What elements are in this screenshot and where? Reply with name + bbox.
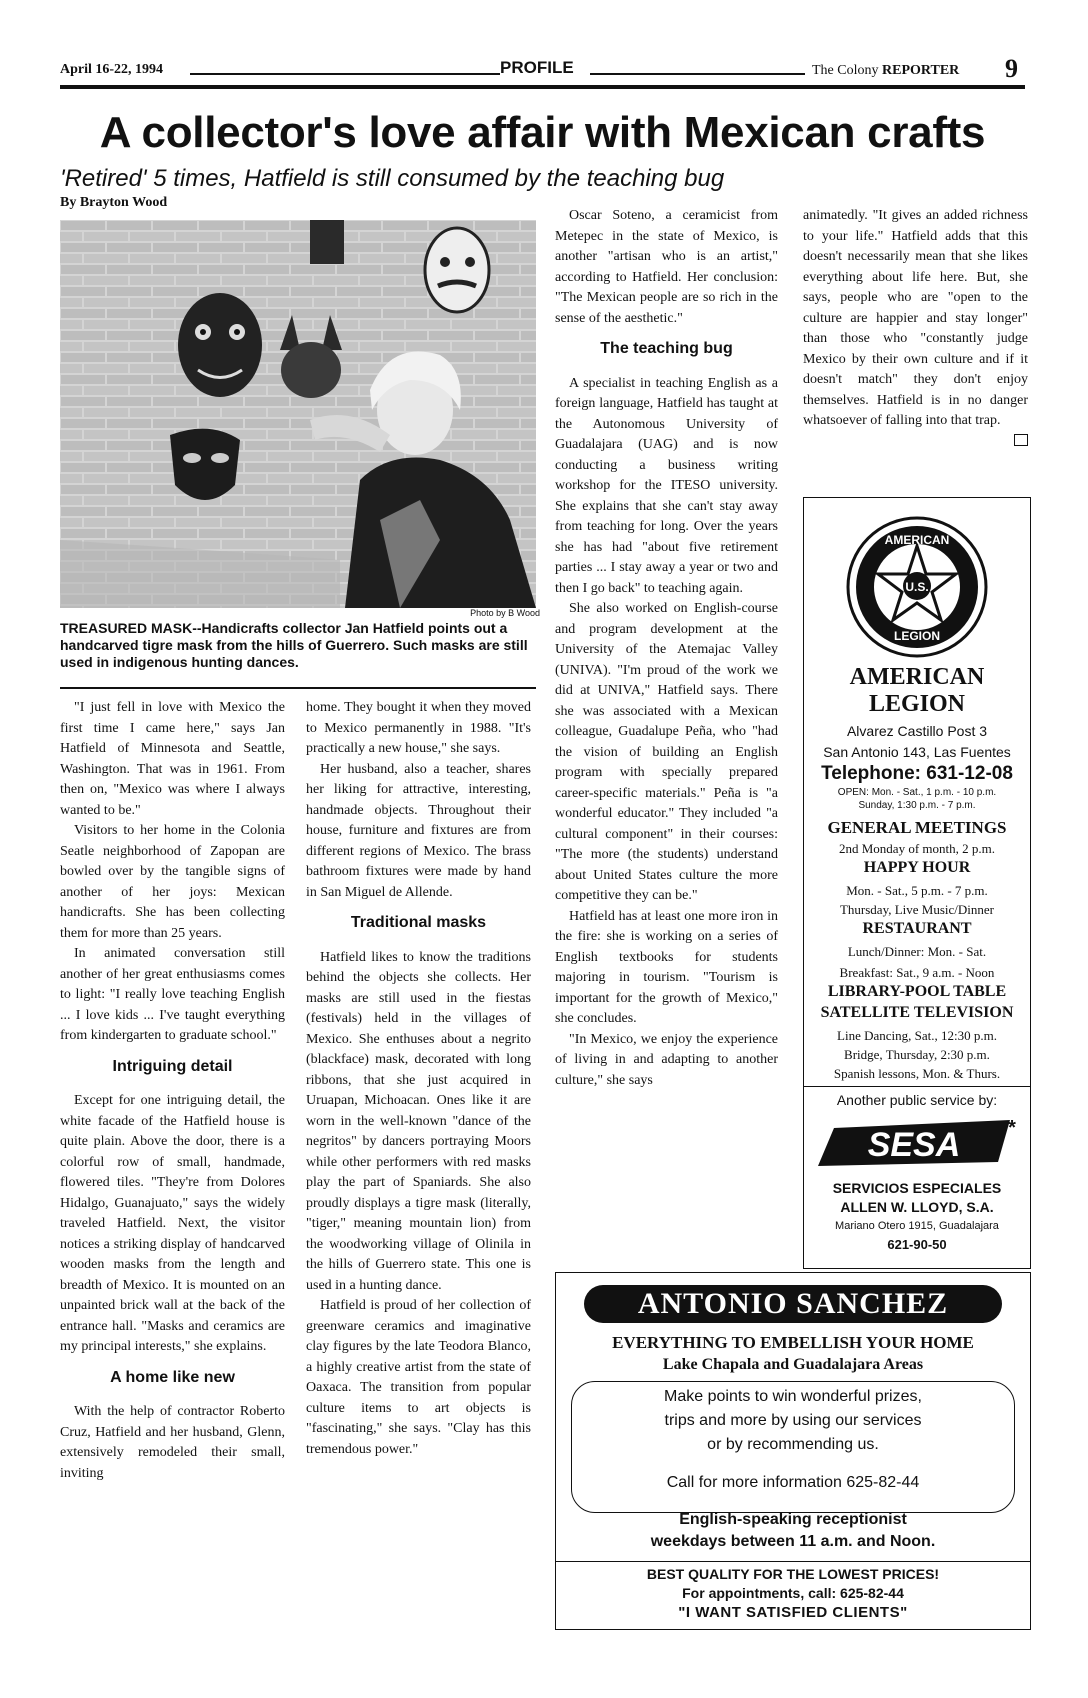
sesa-logo-text: SESA [867,1126,961,1164]
quality-line-3: "I WANT SATISFIED CLIENTS" [678,1604,908,1621]
paragraph: Hatfield has at least one more iron in the fire: she is working on a series of English textbooks for students majoring in tourism. "Tourism is important for the growth of Mexico," she concludes. [555,908,778,1026]
promo-line-1: Make points to win wonderful prizes, [664,1388,922,1405]
receptionist-line-2: weekdays between 11 a.m. and Noon. [650,1533,936,1550]
promo-line-2: trips and more by using our services [664,1412,922,1429]
header-rule [190,73,500,75]
sanchez-tagline: EVERYTHING TO EMBELLISH YOUR HOME [612,1333,974,1352]
legion-post: Alvarez Castillo Post 3 [846,723,988,739]
section-heading: Traditional masks [350,914,487,931]
quality-line-2: For appointments, call: 625-82-44 [682,1585,904,1601]
mask-small-icon [310,220,344,264]
section-heading: Intriguing detail [112,1057,233,1075]
legion-satellite: SATELLITE TELEVISION [820,1004,1014,1021]
paragraph: Hatfield is proud of her collection of greenware ceramics and imaginative clay figures by the late Teodora Blanco, a highly creative artist from the state of Oaxaca. The transition from popular culture items to art objects is "fascinating," she says. "Clay has this tremendous power." [306,1298,531,1457]
legion-title-1: AMERICAN [849,664,985,690]
article-column-3 [555,206,778,1091]
paragraph: "I just fell in love with Mexico the first time I came here," says Jan Hatfield of Minnesota and Seattle, Washington. That was in 1961. From then on, "Mexico was where I always wanted to be." [60,700,285,818]
emblem-bottom-text: LEGION [893,629,941,643]
legion-address: San Antonio 143, Las Fuentes [823,744,1011,760]
sesa-line-2: ALLEN W. LLOYD, S.A. [840,1199,994,1215]
svg-text:*: * [1008,1117,1016,1139]
legion-happy-2: Thursday, Live Music/Dinner [839,902,995,917]
sanchez-promo-box [571,1381,1015,1513]
american-legion-ad [803,497,1031,1269]
legion-meetings-heading: GENERAL MEETINGS [827,818,1007,837]
mask-black-icon [170,429,240,500]
emblem-top-text: AMERICAN [884,533,950,547]
legion-happy-heading: HAPPY HOUR [863,859,971,876]
photo-caption: TREASURED MASK--Handicrafts collector Jan Hatfield points out a handcarved tigre mask from the hills of Guerrero. Such masks are still used in indigenous hunting dances. [60,620,528,670]
legion-meetings: 2nd Monday of month, 2 p.m. [839,841,995,856]
ad-divider [556,1561,1030,1562]
sesa-line-3: Mariano Otero 1915, Guadalajara [835,1220,999,1232]
mask-tigre-icon [178,293,262,397]
paragraph: Except for one intriguing detail, the white facade of the Hatfield house is quite plain. Above the door, there is a colorful row of small, handmade, flowered tiles. "They're from Dolores Hidalgo, Guanajuato," says the widely traveled Hatfield. Next, the visitor notices a striking display of handcarved wooden masks from the length and breadth of Mexico. It is mounted on an unpainted brick wall at the back of the entrance hall. "Masks and ceramics are my principal interests," she explains. [60,1093,285,1354]
paragraph: Visitors to her home in the Colonia Seatle neighborhood of Zapopan are bowled over by the tangible signs of another of her joys: Mexican handicrafts. She has been collecting them for more than 25 years. [60,823,285,941]
issue-date: April 16-22, 1994 [60,62,164,77]
byline: By Brayton Wood [60,195,168,210]
paragraph: In animated conversation still another of her great enthusiasms comes to light: "I really love teaching English ... I love kids ... I've taught everything from kindergarten to graduate school." [60,946,285,1043]
ad-divider [804,1086,1030,1087]
paragraph: She also worked on English-course and program development at the University of the Atemajac Valley (UNIVA). "I'm proud of the work we did at UNIVA," Hatfield says. There she was associated with a Mexican colleague, Guadalupe Peña, who "had the vision of building an English program with specially prepared career-specific materials." Peña is "a wonderful educator." They included "a cultural component" in their courses: "The more (the students) understand about United States culture the more competitive they can be." [555,601,778,903]
page-header [60,54,1025,83]
legion-activity-2: Bridge, Thursday, 2:30 p.m. [844,1047,990,1062]
legion-library: LIBRARY-POOL TABLE [827,983,1007,1000]
promo-phone: Call for more information 625-82-44 [666,1474,920,1491]
paragraph: With the help of contractor Roberto Cruz, Hatfield and her husband, Glenn, extensively remodeled their small, inviting [60,1404,285,1481]
promo-line-3: or by recommending us. [707,1436,879,1453]
publication-name: The Colony REPORTER [812,63,960,78]
headline: A collector's love affair with Mexican crafts [99,108,986,157]
legion-happy-1: Mon. - Sat., 5 p.m. - 7 p.m. [846,883,988,898]
quality-line-1: BEST QUALITY FOR THE LOWEST PRICES! [646,1566,940,1582]
legion-restaurant-heading: RESTAURANT [862,920,972,937]
photo-credit: Photo by B Wood [470,608,540,618]
legion-activity-1: Line Dancing, Sat., 12:30 p.m. [837,1028,997,1043]
paragraph: home. They bought it when they moved to Mexico permanently in 1988. "It's practically a new house," she says. [306,700,531,756]
end-mark-icon [1014,434,1028,446]
legion-emblem-icon [846,516,988,658]
paragraph: Hatfield likes to know the traditions behind the objects she collects. Her masks are still used in the fiestas (festivals) held in the villages of Mexico. She enthuses about a negrito (blackface) mask, decorated with long ribbons, that she just acquired in Uruapan, Michoacan. Ones like it are worn in the well-known "dance of the negritos" by dancers portraying Moors while other performers with red masks play the part of Spaniards. She also proudly displays a tigre mask (literally, "tiger," meaning mountain lion) from the woodworking village of Olinila in the hills of Guerrero state. This one is used in a hunting dance. [306,949,531,1293]
legion-activity-3: Spanish lessons, Mon. & Thurs. [833,1066,1001,1081]
section-heading: The teaching bug [600,340,733,357]
sanchez-areas: Lake Chapala and Guadalajara Areas [662,1356,924,1373]
masks-photo-illustration [60,220,536,608]
page-number: 9 [1005,54,1018,83]
paragraph: Oscar Soteno, a ceramicist from Metepec in the state of Mexico, is another "artisan who is an artist," according to Hatfield. Her conclusion: "The Mexican people are so rich in the sense of the aesthetic." [555,208,778,326]
legion-title-2: LEGION [868,691,966,717]
legion-phone: Telephone: 631-12-08 [821,763,1013,784]
article-column-1 [60,698,285,1484]
section-heading: A home like new [110,1368,235,1386]
legion-open-2: Sunday, 1:30 p.m. - 7 p.m. [858,800,976,811]
header-thick-rule [60,85,1025,89]
sesa-logo-icon [814,1116,1020,1172]
section-label: PROFILE [500,58,574,77]
subheadline: 'Retired' 5 times, Hatfield is still consumed by the teaching bug [60,165,725,192]
receptionist-line-1: English-speaking receptionist [679,1511,907,1528]
antonio-sanchez-ad [555,1272,1031,1630]
paragraph: "In Mexico, we enjoy the experience of living in and adapting to another culture," she says [555,1031,778,1088]
article-photo [60,220,536,608]
paragraph: A specialist in teaching English as a foreign language, Hatfield has taught at the Autonomous University of Guadalajara (UAG) and is now conducting a business writing workshop for the ITESO university. She explains that she can't stay away from teaching for long. Over the years she has had "about five retirement parties ... I stay away a year or two and then I go back" to teaching again. [555,375,778,596]
article-column-4 [803,206,1028,446]
legion-open-1: OPEN: Mon. - Sat., 1 p.m. - 10 p.m. [837,787,997,798]
paragraph: Her husband, also a teacher, shares her liking for attractive, interesting, handmade objects. Throughout their house, furniture and fixtures are from different regions of Mexico. The brass bathroom fixtures were made by hand in San Miguel de Allende. [306,761,531,900]
legion-restaurant-2: Breakfast: Sat., 9 a.m. - Noon [839,965,995,980]
header-rule [590,73,805,75]
mask-mustache-icon [425,228,489,312]
caption-rule [60,687,536,689]
sanchez-name-banner: ANTONIO SANCHEZ [584,1285,1002,1323]
legion-restaurant-1: Lunch/Dinner: Mon. - Sat. [847,944,987,959]
emblem-center-text: U.S. [905,580,929,594]
sesa-line-4: 621-90-50 [887,1237,947,1252]
sesa-line-1: SERVICIOS ESPECIALES [832,1180,1002,1196]
paragraph: animatedly. "It gives an added richness to your life." Hatfield adds that this doesn't necessarily mean that she likes everything about life here. But, she says, people who are "open to the culture are happier and stay longer" than those who "constantly judge Mexico by their own culture and if it doesn't match" they don't enjoy themselves. Hatfield is in no danger whatsoever of falling into that trap. [803,208,1028,428]
public-service-label: Another public service by: [836,1092,998,1108]
article-column-2 [306,698,531,1460]
